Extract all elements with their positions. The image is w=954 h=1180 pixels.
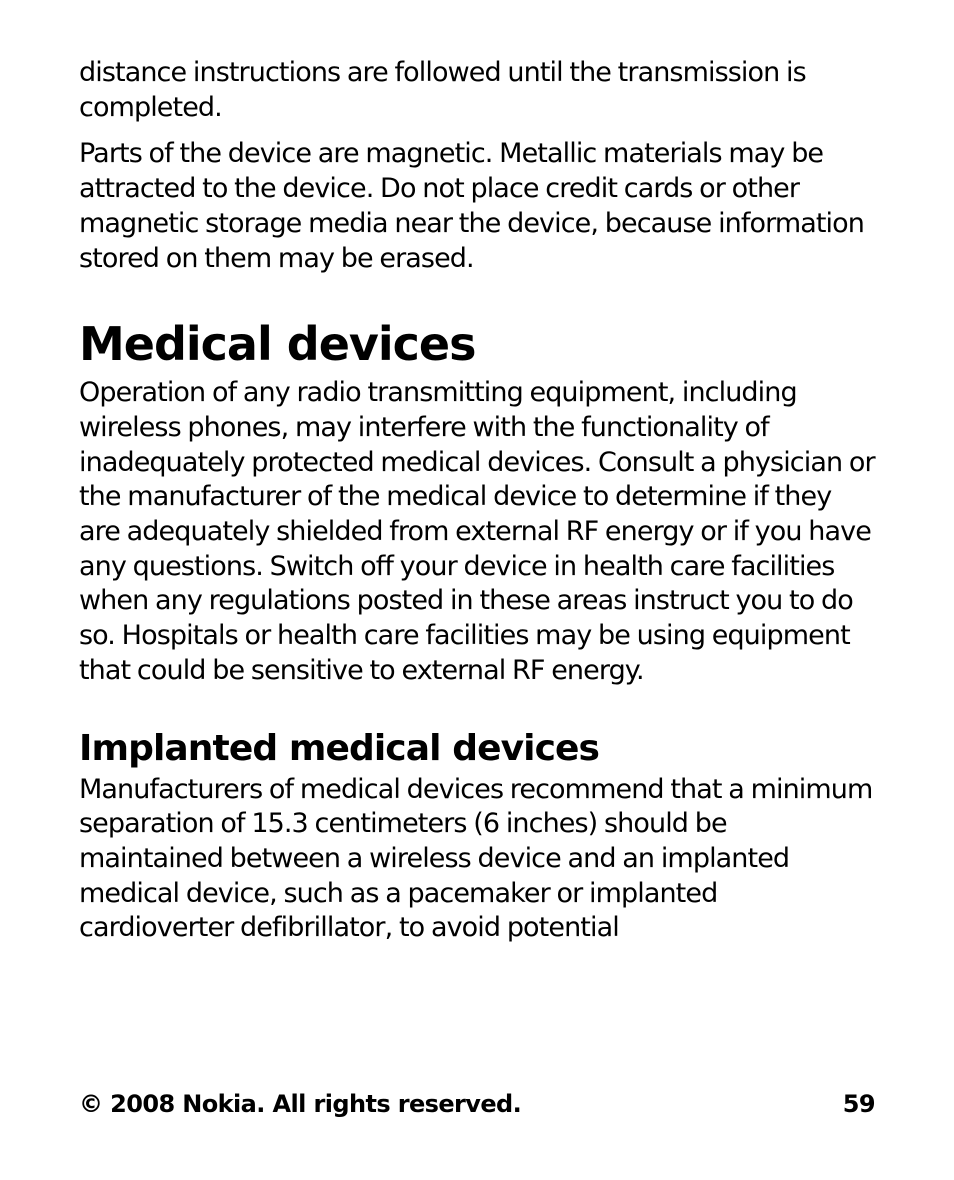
heading-implanted-medical-devices: Implanted medical devices — [79, 727, 600, 769]
paragraph-implanted-medical-devices: Manufacturers of medical devices recommend that a minimum separation of 15.3 centimeters (6 inches) should be maintained between a wireless device and an implanted medical device, such as a pacemaker or implanted cardioverter defibrillator, to avoid potential — [79, 773, 873, 944]
paragraph-magnetic: Parts of the device are magnetic. Metallic materials may be attracted to the device. Do not place credit cards or other magnetic storage media near the device, because information stored on them may be erased. — [79, 138, 864, 274]
paragraph-medical-devices: Operation of any radio transmitting equipment, including wireless phones, may interfere with the functionality of inadequately protected medical devices. Consult a physician or the manufacturer of the medical device to determine if they are adequately shielded from external RF energy or if you have any questions. Switch off your device in health care facilities when any regulations posted in these areas instruct you to do so. Hospitals or health care facilities may be using equipment that could be sensitive to external RF energy. — [79, 377, 875, 686]
page-content — [79, 56, 875, 946]
page-number: 59 — [842, 1090, 875, 1118]
copyright-notice: © 2008 Nokia. All rights reserved. — [79, 1090, 522, 1118]
page-footer — [79, 1088, 875, 1120]
paragraph-transmission: distance instructions are followed until the transmission is completed. — [79, 57, 806, 123]
heading-medical-devices: Medical devices — [79, 317, 476, 372]
